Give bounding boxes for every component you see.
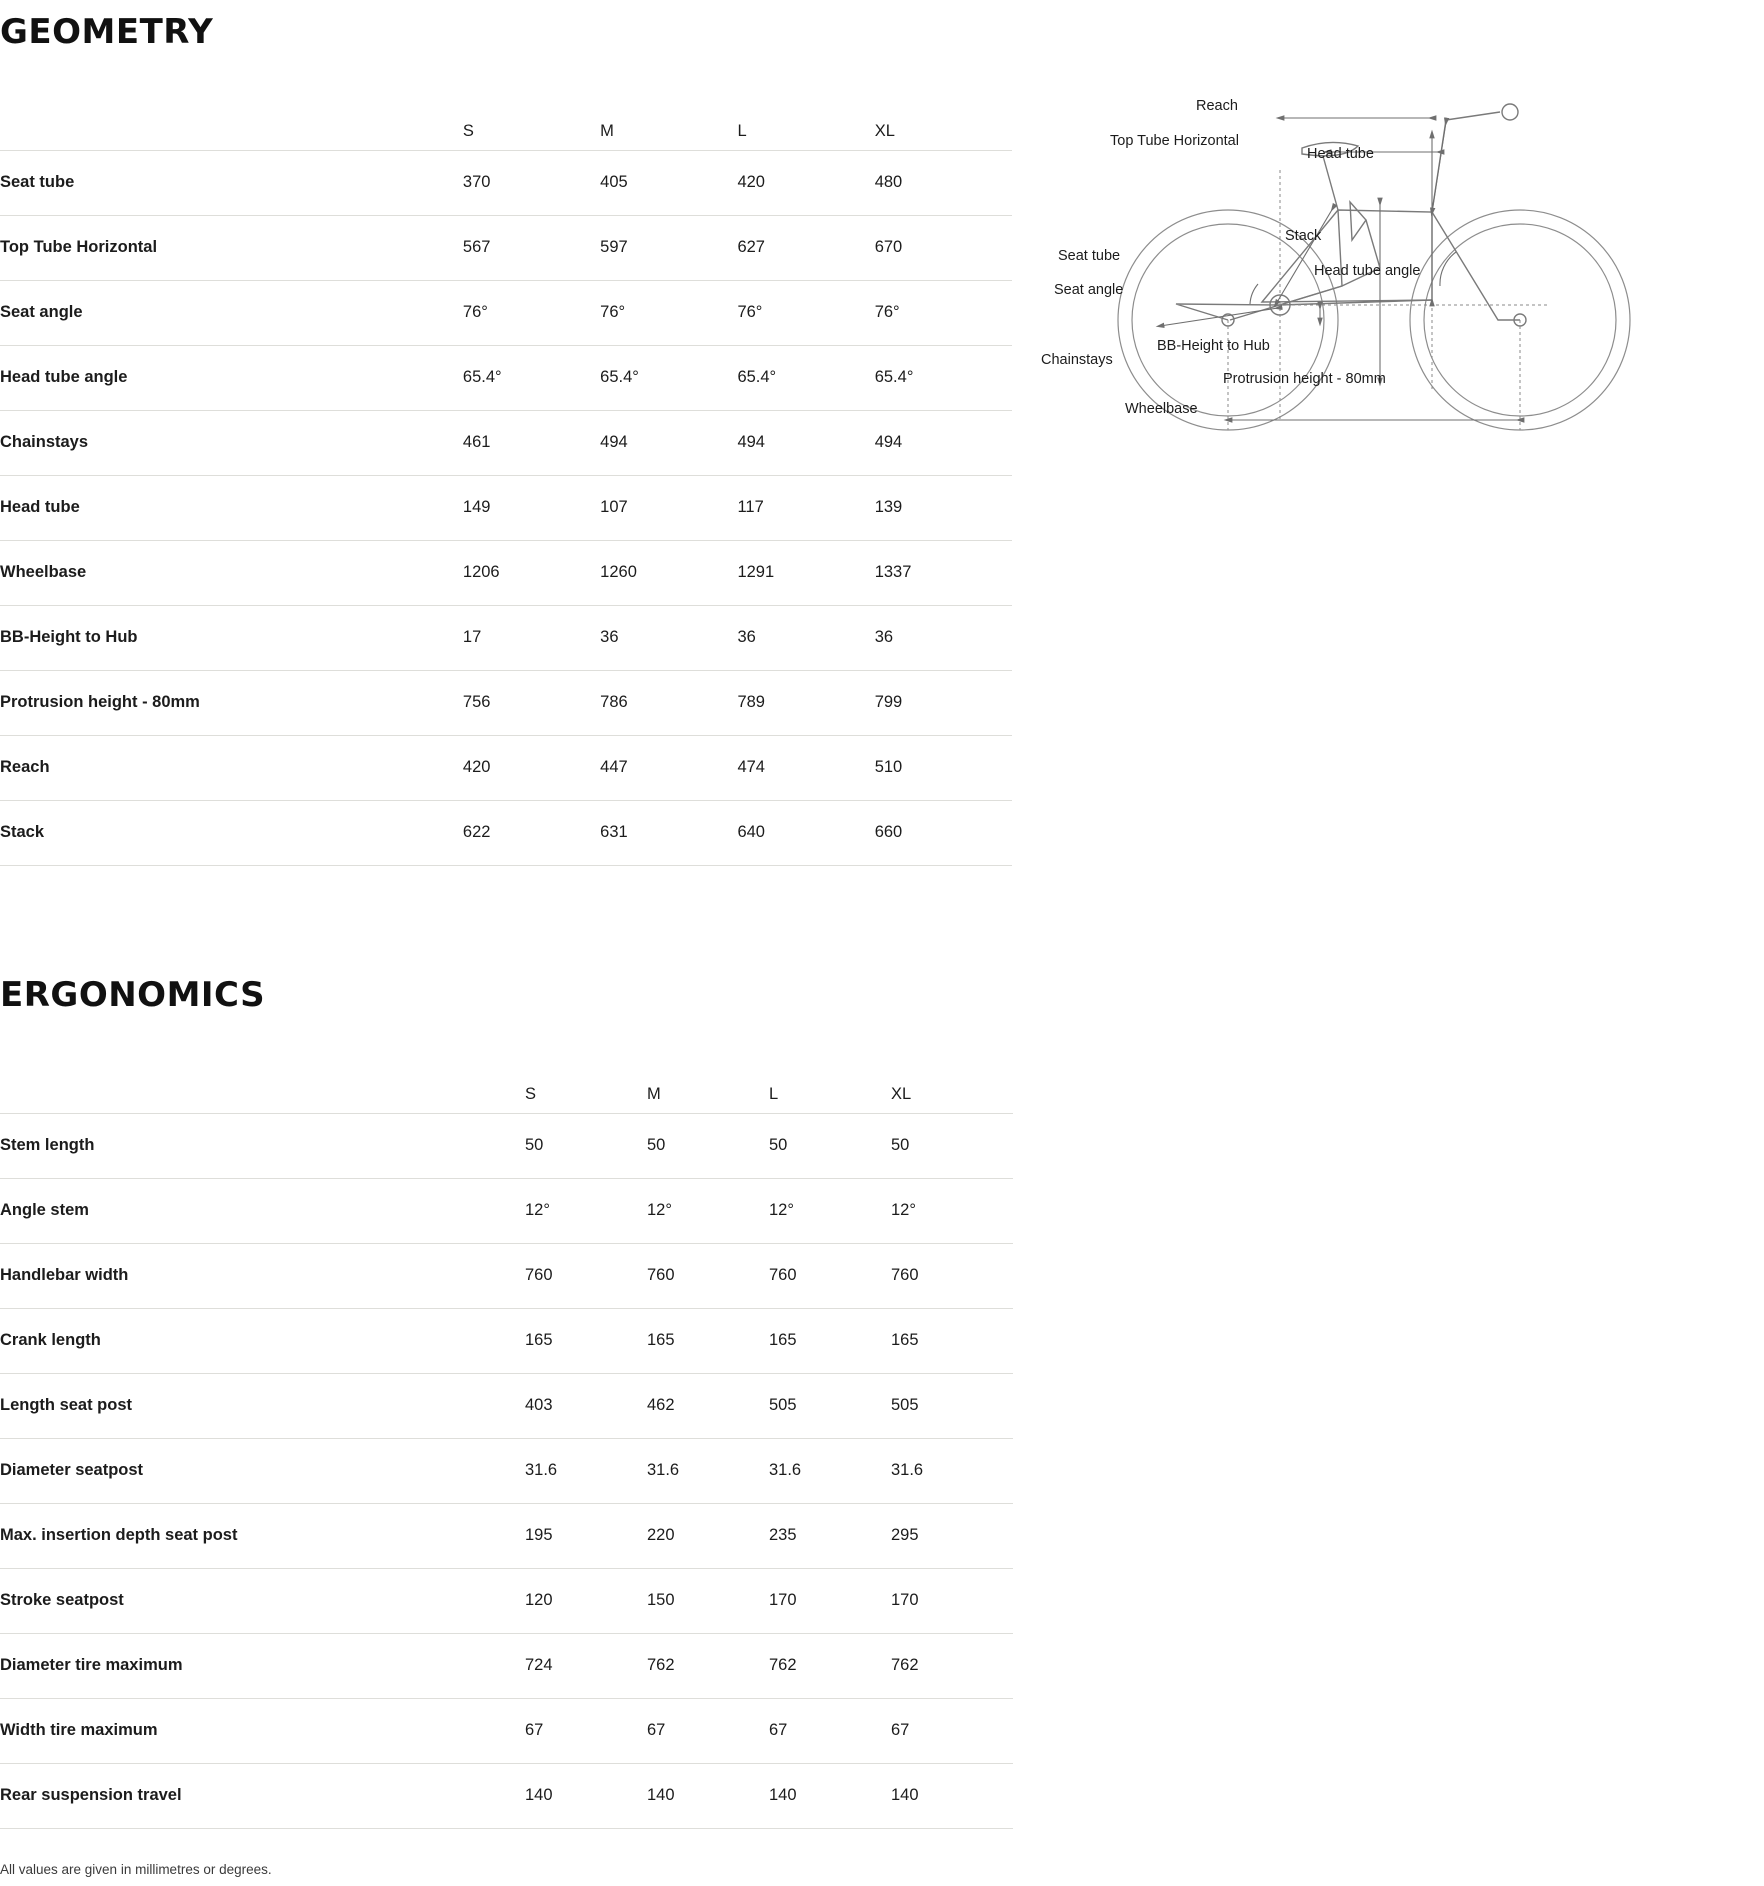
row-value-xl: 480 [875,150,1012,215]
row-value-m: 150 [647,1568,769,1633]
geometry-col-header-s: S [463,100,600,150]
row-value-xl: 67 [891,1698,1013,1763]
geometry-col-header-0 [0,100,463,150]
row-value-l: 50 [769,1113,891,1178]
row-value-s: 567 [463,215,600,280]
row-value-xl: 139 [875,475,1012,540]
row-value-xl: 670 [875,215,1012,280]
row-value-l: 12° [769,1178,891,1243]
row-label: Diameter tire maximum [0,1633,525,1698]
row-label: Diameter seatpost [0,1438,525,1503]
row-value-m: 36 [600,605,737,670]
row-value-xl: 494 [875,410,1012,475]
row-label: Length seat post [0,1373,525,1438]
table-row [0,605,1012,670]
diagram-label-head-tube-angle: Head tube angle [1314,263,1421,279]
table-row [0,1113,1013,1178]
row-value-xl: 31.6 [891,1438,1013,1503]
row-value-xl: 510 [875,735,1012,800]
table-row [0,540,1012,605]
shock-line [1366,220,1380,268]
row-value-s: 461 [463,410,600,475]
ergonomics-col-header-xl: XL [891,1063,1013,1113]
row-value-s: 140 [525,1763,647,1828]
row-value-l: 31.6 [769,1438,891,1503]
row-value-l: 65.4° [737,345,874,410]
row-value-m: 786 [600,670,737,735]
row-label: Rear suspension travel [0,1763,525,1828]
diagram-label-protrusion: Protrusion height - 80mm [1223,371,1386,387]
row-value-s: 149 [463,475,600,540]
row-value-m: 165 [647,1308,769,1373]
row-value-xl: 760 [891,1243,1013,1308]
row-label: Wheelbase [0,540,463,605]
row-value-l: 474 [737,735,874,800]
row-value-m: 405 [600,150,737,215]
row-value-m: 76° [600,280,737,345]
table-row [0,215,1012,280]
row-label: Max. insertion depth seat post [0,1503,525,1568]
row-value-s: 370 [463,150,600,215]
geometry-table-head [0,100,1012,150]
row-value-l: 494 [737,410,874,475]
ergonomics-col-header-s: S [525,1063,647,1113]
stem-line [1446,112,1500,120]
row-value-l: 789 [737,670,874,735]
geometry-section-title: GEOMETRY [0,12,214,52]
ergonomics-col-header-0 [0,1063,525,1113]
row-label: Stack [0,800,463,865]
table-row [0,735,1012,800]
table-header-row [0,1063,1013,1113]
row-value-xl: 170 [891,1568,1013,1633]
row-value-xl: 12° [891,1178,1013,1243]
ergonomics-section-title: ERGONOMICS [0,975,266,1015]
ergonomics-table-head [0,1063,1013,1113]
row-value-xl: 140 [891,1763,1013,1828]
ergonomics-table [0,1063,1013,1829]
row-value-l: 760 [769,1243,891,1308]
row-label: Head tube [0,475,463,540]
row-value-m: 67 [647,1698,769,1763]
seat-post-line [1323,156,1338,210]
row-value-s: 165 [525,1308,647,1373]
row-value-xl: 762 [891,1633,1013,1698]
diagram-label-top-tube: Top Tube Horizontal [1110,133,1239,149]
row-value-m: 762 [647,1633,769,1698]
handlebar-circle [1502,104,1518,120]
row-label: Top Tube Horizontal [0,215,463,280]
table-row [0,1243,1013,1308]
chainstay-line [1176,304,1280,320]
geometry-table-body [0,150,1012,865]
row-value-s: 403 [525,1373,647,1438]
row-value-s: 420 [463,735,600,800]
bike-diagram-svg [1080,90,1760,490]
row-value-m: 447 [600,735,737,800]
row-value-m: 65.4° [600,345,737,410]
ergonomics-table-body [0,1113,1013,1828]
row-value-s: 31.6 [525,1438,647,1503]
row-value-xl: 1337 [875,540,1012,605]
row-label: Seat tube [0,150,463,215]
row-value-l: 165 [769,1308,891,1373]
seat-tube-line [1280,210,1342,305]
table-row [0,1763,1013,1828]
diagram-label-wheelbase: Wheelbase [1125,401,1198,417]
row-value-s: 1206 [463,540,600,605]
row-value-xl: 36 [875,605,1012,670]
diagram-label-seat-tube: Seat tube [1058,248,1121,264]
row-value-s: 65.4° [463,345,600,410]
row-label: Protrusion height - 80mm [0,670,463,735]
row-value-l: 762 [769,1633,891,1698]
table-row [0,280,1012,345]
row-value-xl: 799 [875,670,1012,735]
row-label: BB-Height to Hub [0,605,463,670]
row-value-l: 140 [769,1763,891,1828]
table-row [0,1373,1013,1438]
row-value-l: 36 [737,605,874,670]
row-value-l: 1291 [737,540,874,605]
row-label: Chainstays [0,410,463,475]
diagram-label-bb-height: BB-Height to Hub [1157,338,1270,354]
row-value-m: 494 [600,410,737,475]
row-label: Crank length [0,1308,525,1373]
diagram-label-chainstays: Chainstays [1041,352,1113,368]
row-value-s: 76° [463,280,600,345]
geometry-col-header-m: M [600,100,737,150]
geometry-table [0,100,1012,866]
table-row [0,1633,1013,1698]
table-row [0,475,1012,540]
table-row [0,670,1012,735]
table-row [0,345,1012,410]
row-value-l: 627 [737,215,874,280]
row-value-m: 597 [600,215,737,280]
row-value-m: 631 [600,800,737,865]
footnote-text: All values are given in millimetres or degrees. [0,1862,272,1877]
fork-line [1432,212,1520,320]
row-value-xl: 505 [891,1373,1013,1438]
row-value-xl: 660 [875,800,1012,865]
row-value-s: 622 [463,800,600,865]
row-label: Stroke seatpost [0,1568,525,1633]
row-value-l: 76° [737,280,874,345]
table-row [0,1308,1013,1373]
row-value-s: 12° [525,1178,647,1243]
table-row [0,1438,1013,1503]
row-label: Angle stem [0,1178,525,1243]
row-value-l: 235 [769,1503,891,1568]
row-label: Width tire maximum [0,1698,525,1763]
geometry-col-header-l: L [737,100,874,150]
row-label: Head tube angle [0,345,463,410]
row-value-xl: 50 [891,1113,1013,1178]
row-value-m: 31.6 [647,1438,769,1503]
table-row [0,150,1012,215]
row-value-m: 220 [647,1503,769,1568]
table-row [0,800,1012,865]
row-label: Stem length [0,1113,525,1178]
table-row [0,1568,1013,1633]
diagram-label-head-tube: Head tube [1307,146,1374,162]
front-triangle [1262,210,1432,302]
diagram-label-seat-angle: Seat angle [1054,282,1124,298]
row-value-xl: 76° [875,280,1012,345]
row-value-s: 724 [525,1633,647,1698]
row-value-s: 17 [463,605,600,670]
row-value-l: 420 [737,150,874,215]
row-value-l: 505 [769,1373,891,1438]
row-value-s: 50 [525,1113,647,1178]
row-value-m: 50 [647,1113,769,1178]
row-value-s: 120 [525,1568,647,1633]
diagram-label-stack: Stack [1285,228,1322,244]
row-value-l: 170 [769,1568,891,1633]
geometry-col-header-xl: XL [875,100,1012,150]
row-value-m: 140 [647,1763,769,1828]
table-row [0,1503,1013,1568]
row-value-l: 640 [737,800,874,865]
bike-geometry-diagram [1041,90,1760,510]
rocker-link [1350,202,1366,240]
row-value-m: 1260 [600,540,737,605]
row-label: Reach [0,735,463,800]
row-value-s: 195 [525,1503,647,1568]
row-value-l: 117 [737,475,874,540]
row-value-m: 760 [647,1243,769,1308]
table-row [0,1178,1013,1243]
row-value-s: 760 [525,1243,647,1308]
row-label: Seat angle [0,280,463,345]
table-row [0,410,1012,475]
row-value-m: 12° [647,1178,769,1243]
row-value-s: 67 [525,1698,647,1763]
table-header-row [0,100,1012,150]
diagram-label-reach: Reach [1196,98,1238,114]
row-label: Handlebar width [0,1243,525,1308]
ergonomics-col-header-l: L [769,1063,891,1113]
row-value-xl: 295 [891,1503,1013,1568]
row-value-s: 756 [463,670,600,735]
ergonomics-col-header-m: M [647,1063,769,1113]
table-row [0,1698,1013,1763]
row-value-m: 462 [647,1373,769,1438]
row-value-l: 67 [769,1698,891,1763]
row-value-xl: 65.4° [875,345,1012,410]
row-value-m: 107 [600,475,737,540]
row-value-xl: 165 [891,1308,1013,1373]
